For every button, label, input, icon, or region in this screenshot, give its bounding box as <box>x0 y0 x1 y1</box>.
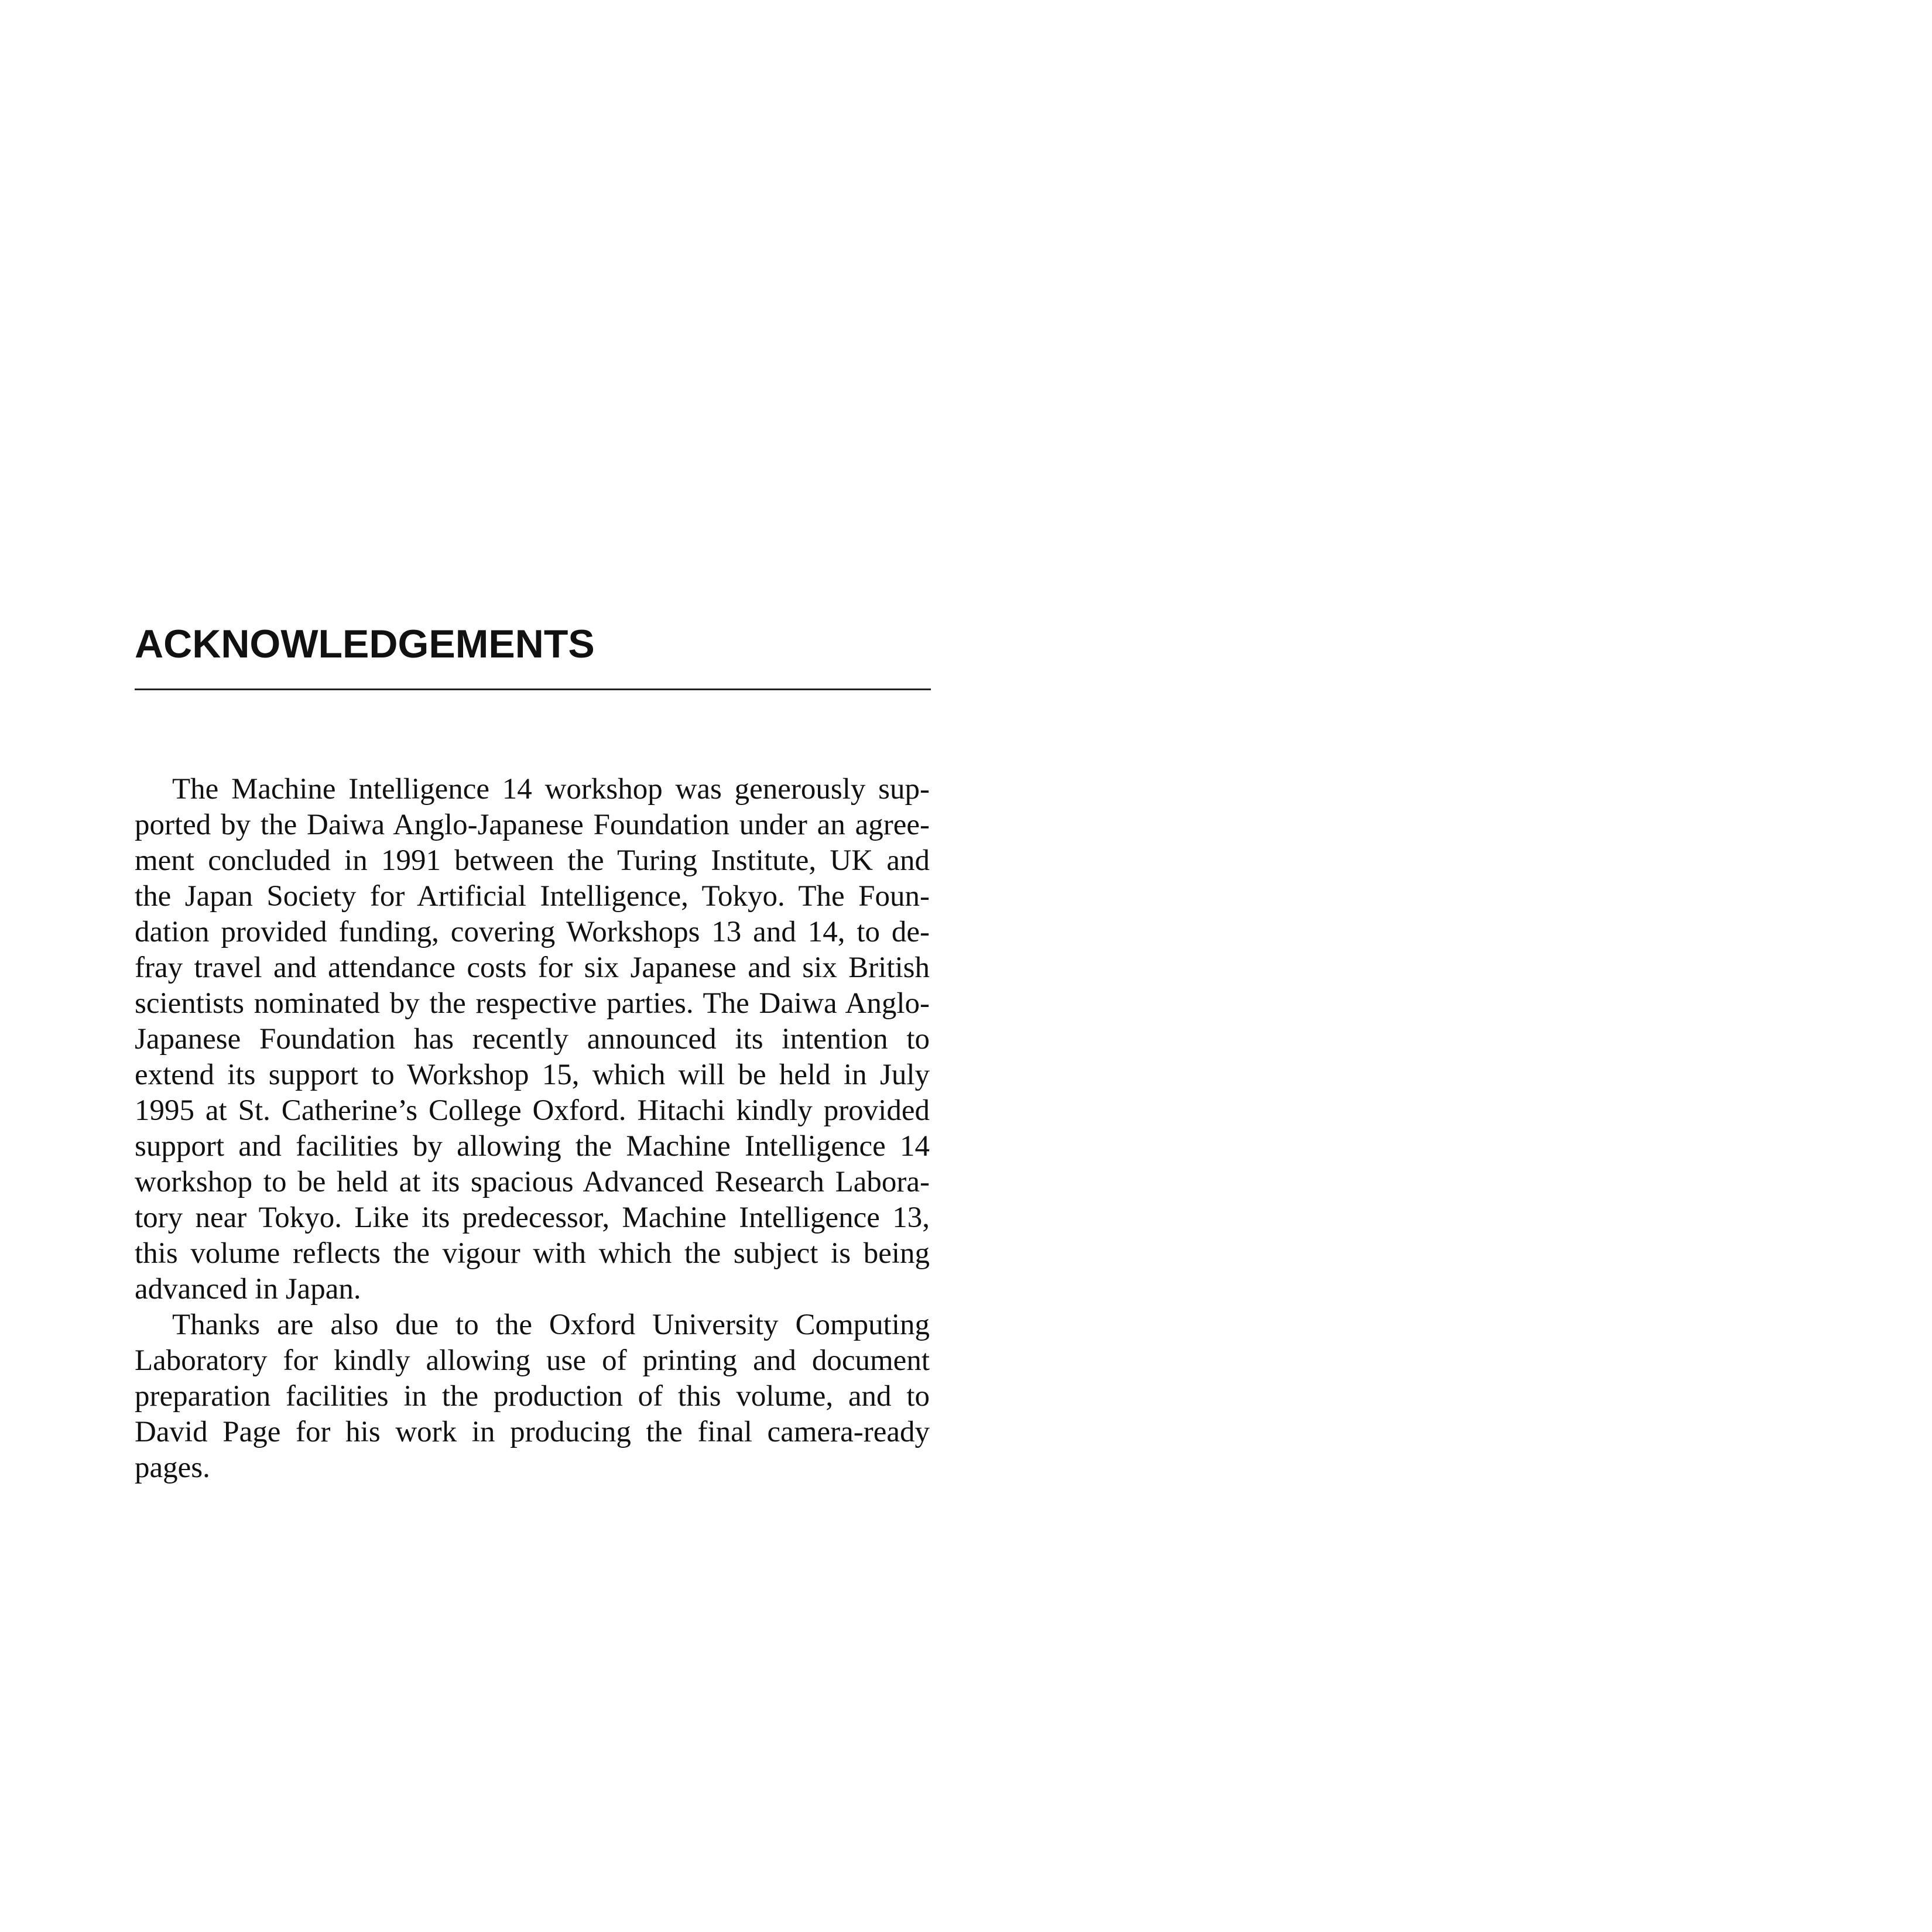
text-line: extend its support to Workshop 15, which will be held in July <box>135 1059 930 1091</box>
page-title: ACKNOWLEDGEMENTS <box>135 622 595 666</box>
text-line: ment concluded in 1991 between the Turing Institute, UK and <box>135 844 930 877</box>
text-line: this volume reflects the vigour with which the subject is being <box>135 1237 930 1270</box>
text-line: 1995 at St. Catherine’s College Oxford. Hitachi kindly provided <box>135 1094 930 1127</box>
paragraph-1 <box>135 772 930 1307</box>
text-line: Thanks are also due to the Oxford University Computing <box>172 1308 930 1341</box>
text-line: The Machine Intelligence 14 workshop was generously sup- <box>172 773 930 806</box>
text-line: workshop to be held at its spacious Advanced Research Labora- <box>135 1166 930 1198</box>
text-line: dation provided funding, covering Workshops 13 and 14, to de- <box>135 916 930 948</box>
text-line: David Page for his work in producing the final camera-ready <box>135 1416 930 1448</box>
paragraph-2 <box>135 1307 930 1486</box>
text-line: Laboratory for kindly allowing use of printing and document <box>135 1344 930 1377</box>
text-line: advanced in Japan. <box>135 1273 361 1306</box>
text-line: preparation facilities in the production of this volume, and to <box>135 1380 930 1413</box>
body-text <box>135 772 930 1486</box>
text-line: the Japan Society for Artificial Intelligence, Tokyo. The Foun- <box>135 880 930 913</box>
text-line: tory near Tokyo. Like its predecessor, Machine Intelligence 13, <box>135 1201 930 1234</box>
text-line: Japanese Foundation has recently announced its intention to <box>135 1023 930 1056</box>
heading-rule <box>135 688 931 690</box>
text-line: pages. <box>135 1451 210 1484</box>
text-line: support and facilities by allowing the Machine Intelligence 14 <box>135 1130 930 1163</box>
text-line: ported by the Daiwa Anglo-Japanese Foundation under an agree- <box>135 809 930 841</box>
text-line: scientists nominated by the respective parties. The Daiwa Anglo- <box>135 987 930 1020</box>
text-line: fray travel and attendance costs for six Japanese and six British <box>135 951 930 984</box>
